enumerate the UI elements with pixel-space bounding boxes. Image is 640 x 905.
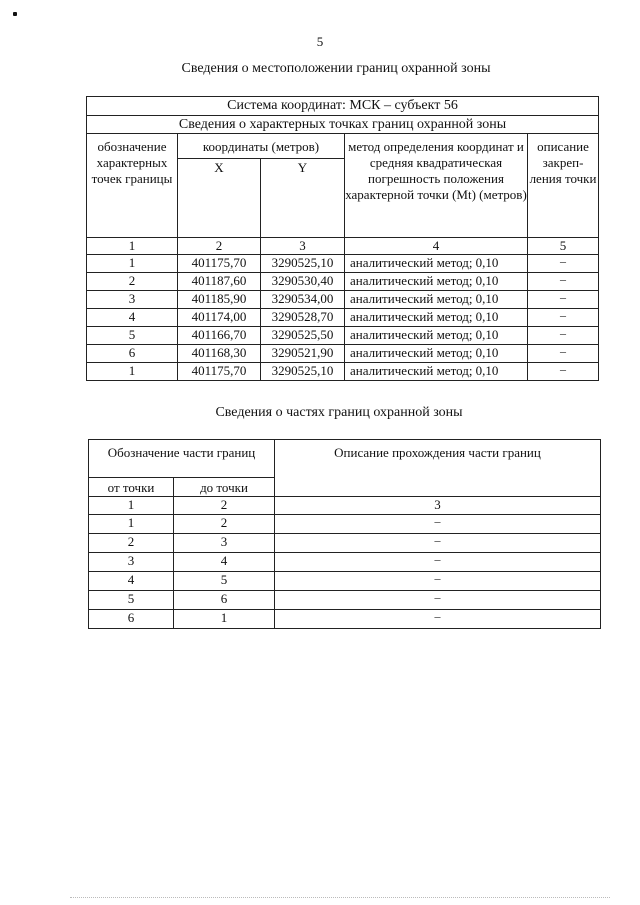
table-row: [87, 255, 599, 273]
point-description: –: [528, 327, 599, 345]
point-id: 4: [87, 309, 178, 327]
coord-x: 401175,70: [178, 363, 261, 381]
from-point: 1: [89, 515, 174, 534]
point-description: –: [528, 345, 599, 363]
method: аналитический метод; 0,10: [345, 291, 528, 309]
col-from-point: от точки: [89, 478, 174, 497]
coord-y: 3290525,50: [261, 327, 345, 345]
col-number: 3: [261, 238, 345, 255]
point-description: –: [528, 255, 599, 273]
col-x: X: [178, 159, 261, 238]
coord-x: 401166,70: [178, 327, 261, 345]
section-title-location: Сведения о местоположении границ охранной зоны: [181, 61, 491, 76]
boundary-parts-table: [88, 439, 601, 629]
coord-y: 3290528,70: [261, 309, 345, 327]
coord-y: 3290530,40: [261, 273, 345, 291]
point-id: 5: [87, 327, 178, 345]
point-id: 2: [87, 273, 178, 291]
table-row: [87, 291, 599, 309]
part-description: –: [275, 610, 601, 629]
part-description: –: [275, 515, 601, 534]
col-number: 4: [345, 238, 528, 255]
boundary-points-table: [86, 96, 599, 381]
table-row: [89, 534, 601, 553]
point-id: 6: [87, 345, 178, 363]
table-row: [87, 309, 599, 327]
point-id: 1: [87, 255, 178, 273]
column-numbers-row: [89, 497, 601, 515]
to-point: 1: [174, 610, 275, 629]
coord-y: 3290525,10: [261, 363, 345, 381]
table-row: [87, 345, 599, 363]
table-row: [89, 610, 601, 629]
table-row: [87, 363, 599, 381]
col-number: 3: [275, 497, 601, 515]
col-to-point: до точки: [174, 478, 275, 497]
to-point: 2: [174, 515, 275, 534]
from-point: 4: [89, 572, 174, 591]
coord-x: 401185,90: [178, 291, 261, 309]
method: аналитический метод; 0,10: [345, 273, 528, 291]
to-point: 5: [174, 572, 275, 591]
table-row: [87, 327, 599, 345]
col-number: 5: [528, 238, 599, 255]
point-description: –: [528, 291, 599, 309]
coord-y: 3290521,90: [261, 345, 345, 363]
to-point: 4: [174, 553, 275, 572]
col-coordinates: координаты (метров): [178, 134, 345, 159]
from-point: 2: [89, 534, 174, 553]
method: аналитический метод; 0,10: [345, 345, 528, 363]
table-row: [89, 591, 601, 610]
part-description: –: [275, 591, 601, 610]
coord-y: 3290525,10: [261, 255, 345, 273]
point-description: –: [528, 273, 599, 291]
from-point: 3: [89, 553, 174, 572]
method: аналитический метод; 0,10: [345, 309, 528, 327]
col-number: 2: [178, 238, 261, 255]
point-description: –: [528, 309, 599, 327]
col-method: метод определения координат и средняя квадратическая погрешность положения характерной точки (Mt) (метров): [345, 134, 528, 238]
table-row: [87, 273, 599, 291]
method: аналитический метод; 0,10: [345, 327, 528, 345]
col-designation: обозначение характерных точек границы: [87, 134, 178, 238]
point-id: 3: [87, 291, 178, 309]
coord-system-header: Система координат: МСК – субъект 56: [87, 97, 599, 116]
coord-x: 401175,70: [178, 255, 261, 273]
column-numbers-row: [87, 238, 599, 255]
part-description: –: [275, 553, 601, 572]
point-id: 1: [87, 363, 178, 381]
page-number: 5: [316, 34, 324, 49]
points-header: Сведения о характерных точках границ охранной зоны: [87, 116, 599, 134]
coord-x: 401174,00: [178, 309, 261, 327]
coord-y: 3290534,00: [261, 291, 345, 309]
method: аналитический метод; 0,10: [345, 363, 528, 381]
from-point: 5: [89, 591, 174, 610]
scan-noise-line: [70, 897, 610, 899]
from-point: 6: [89, 610, 174, 629]
col-number: 1: [87, 238, 178, 255]
coord-x: 401168,30: [178, 345, 261, 363]
to-point: 6: [174, 591, 275, 610]
coord-x: 401187,60: [178, 273, 261, 291]
point-description: –: [528, 363, 599, 381]
part-description: –: [275, 534, 601, 553]
scan-speck: [13, 12, 17, 16]
table-row: [89, 553, 601, 572]
method: аналитический метод; 0,10: [345, 255, 528, 273]
table-row: [89, 515, 601, 534]
col-part-designation: Обозначение части границ: [89, 440, 275, 478]
table-row: [89, 572, 601, 591]
part-description: –: [275, 572, 601, 591]
to-point: 3: [174, 534, 275, 553]
col-description: описание закреп-ления точки: [528, 134, 599, 238]
col-part-description: Описание прохождения части границ: [275, 440, 601, 497]
col-y: Y: [261, 159, 345, 238]
section-title-parts: Сведения о частях границ охранной зоны: [215, 405, 463, 420]
col-number: 1: [89, 497, 174, 515]
col-number: 2: [174, 497, 275, 515]
